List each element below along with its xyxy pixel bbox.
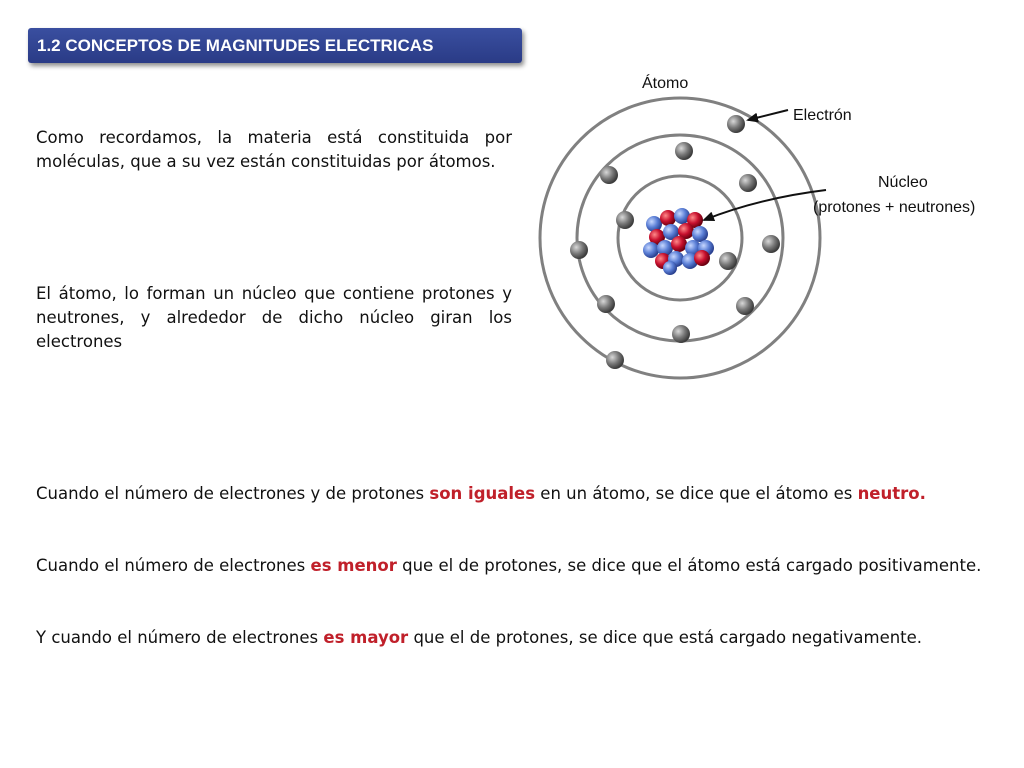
electron-particle	[762, 235, 780, 253]
electron-particle	[719, 252, 737, 270]
rule-highlight: son iguales	[429, 484, 536, 503]
rule-positive	[36, 554, 988, 578]
nucleus-label: Núcleo	[878, 174, 928, 191]
rule-highlight: es menor	[310, 556, 397, 575]
electron-particle	[597, 295, 615, 313]
nucleus	[643, 208, 714, 275]
electron-particle	[727, 115, 745, 133]
rule-text: Y cuando el número de electrones	[36, 628, 324, 647]
electron-particle	[675, 142, 693, 160]
proton-particle	[671, 236, 687, 252]
electron-particle	[606, 351, 624, 369]
electron-particle	[616, 211, 634, 229]
rule-text: Cuando el número de electrones	[36, 556, 311, 575]
neutron-particle	[663, 261, 677, 275]
intro-paragraph-2: El átomo, lo forman un núcleo que contiene protones y neutrones, y alrededor de dicho núcleo giran los electrones	[36, 284, 512, 351]
rule-highlight: neutro.	[857, 484, 926, 503]
rule-text: que el de protones, se dice que el átomo está cargado positivamente.	[396, 556, 982, 575]
nucleus-sublabel: (protones + neutrones)	[813, 199, 976, 216]
slide-title: 1.2 CONCEPTOS DE MAGNITUDES ELECTRICAS	[28, 28, 522, 63]
rule-text: en un átomo, se dice que el átomo es	[535, 484, 858, 503]
neutron-particle	[692, 226, 708, 242]
atom-diagram	[530, 62, 1014, 392]
electron-arrow	[748, 110, 788, 120]
electron-particle	[736, 297, 754, 315]
rule-neutral	[36, 482, 988, 506]
atom-label: Átomo	[642, 75, 689, 92]
electron-particle	[739, 174, 757, 192]
electron-particle	[600, 166, 618, 184]
electron-particle	[570, 241, 588, 259]
rule-negative	[36, 626, 988, 650]
electron-particle	[672, 325, 690, 343]
proton-particle	[660, 210, 676, 226]
rule-text: que el de protones, se dice que está cargado negativamente.	[408, 628, 923, 647]
rule-highlight: es mayor	[323, 628, 409, 647]
rule-text: Cuando el número de electrones y de protones	[36, 484, 430, 503]
intro-paragraph-1: Como recordamos, la materia está constituida por moléculas, que a su vez están constituidas por átomos.	[36, 128, 512, 171]
neutron-particle	[643, 242, 659, 258]
electron-label: Electrón	[793, 107, 852, 124]
proton-particle	[694, 250, 710, 266]
